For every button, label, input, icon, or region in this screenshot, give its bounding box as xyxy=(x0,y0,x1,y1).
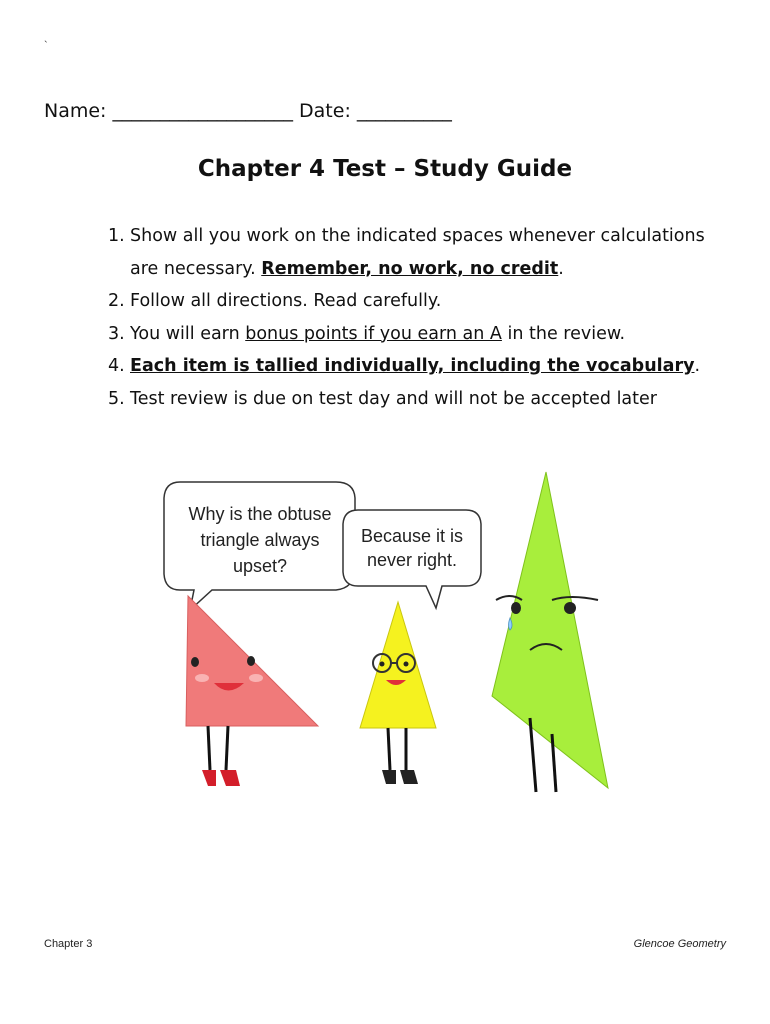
item-number: 2. xyxy=(108,291,125,311)
item-emphasis: Remember, no work, no credit xyxy=(261,258,559,279)
bubble1-line2: triangle always xyxy=(200,530,320,550)
speech-bubble-obtuse xyxy=(164,482,355,610)
bubble1-line1: Why is the obtuse xyxy=(188,504,332,524)
item-number: 1. xyxy=(108,226,125,246)
item-text: Follow all directions. Read carefully. xyxy=(130,291,442,311)
speech-bubble-acute xyxy=(343,510,481,608)
bubble1-line3: upset? xyxy=(232,556,288,576)
green-triangle-character xyxy=(492,472,608,792)
item-emphasis: Each item is tallied individually, including the vocabulary xyxy=(130,356,695,376)
item-underlined: bonus points if you earn an A xyxy=(245,323,502,344)
page-title: Chapter 4 Test – Study Guide xyxy=(197,156,573,182)
bubble2-line1: Because it is xyxy=(360,526,464,546)
name-date-line: Name: ___________________ Date: __________ xyxy=(44,100,452,122)
list-item: 1. Show all you work on the indicated spaces whenever calculations are necessary. Remember, no work, no credit. xyxy=(108,220,728,285)
item-text: Show all you work on the indicated spaces whenever calculations are necessary. xyxy=(130,226,705,279)
list-item xyxy=(108,383,728,416)
list-item xyxy=(108,285,728,318)
triangle-joke-cartoon xyxy=(150,468,620,808)
footer-publisher: Glencoe Geometry xyxy=(633,938,726,950)
item-text: You will earn xyxy=(130,323,246,344)
item-number: 3. xyxy=(108,323,125,344)
item-number: 4. xyxy=(108,356,125,376)
item-number: 5. xyxy=(108,388,125,409)
footer-chapter: Chapter 3 xyxy=(44,938,93,950)
yellow-triangle-character xyxy=(360,602,436,784)
list-item: 3. You will earn bonus points if you earn an A in the review. xyxy=(108,318,728,351)
item-text: Test review is due on test day and will not be accepted later xyxy=(130,388,657,409)
directions-list xyxy=(108,220,728,415)
list-item: 4. Each item is tallied individually, including the vocabulary. xyxy=(108,350,728,383)
bubble2-line2: never right. xyxy=(366,550,458,570)
red-triangle-character xyxy=(186,596,318,786)
stray-mark: ` xyxy=(44,40,48,52)
